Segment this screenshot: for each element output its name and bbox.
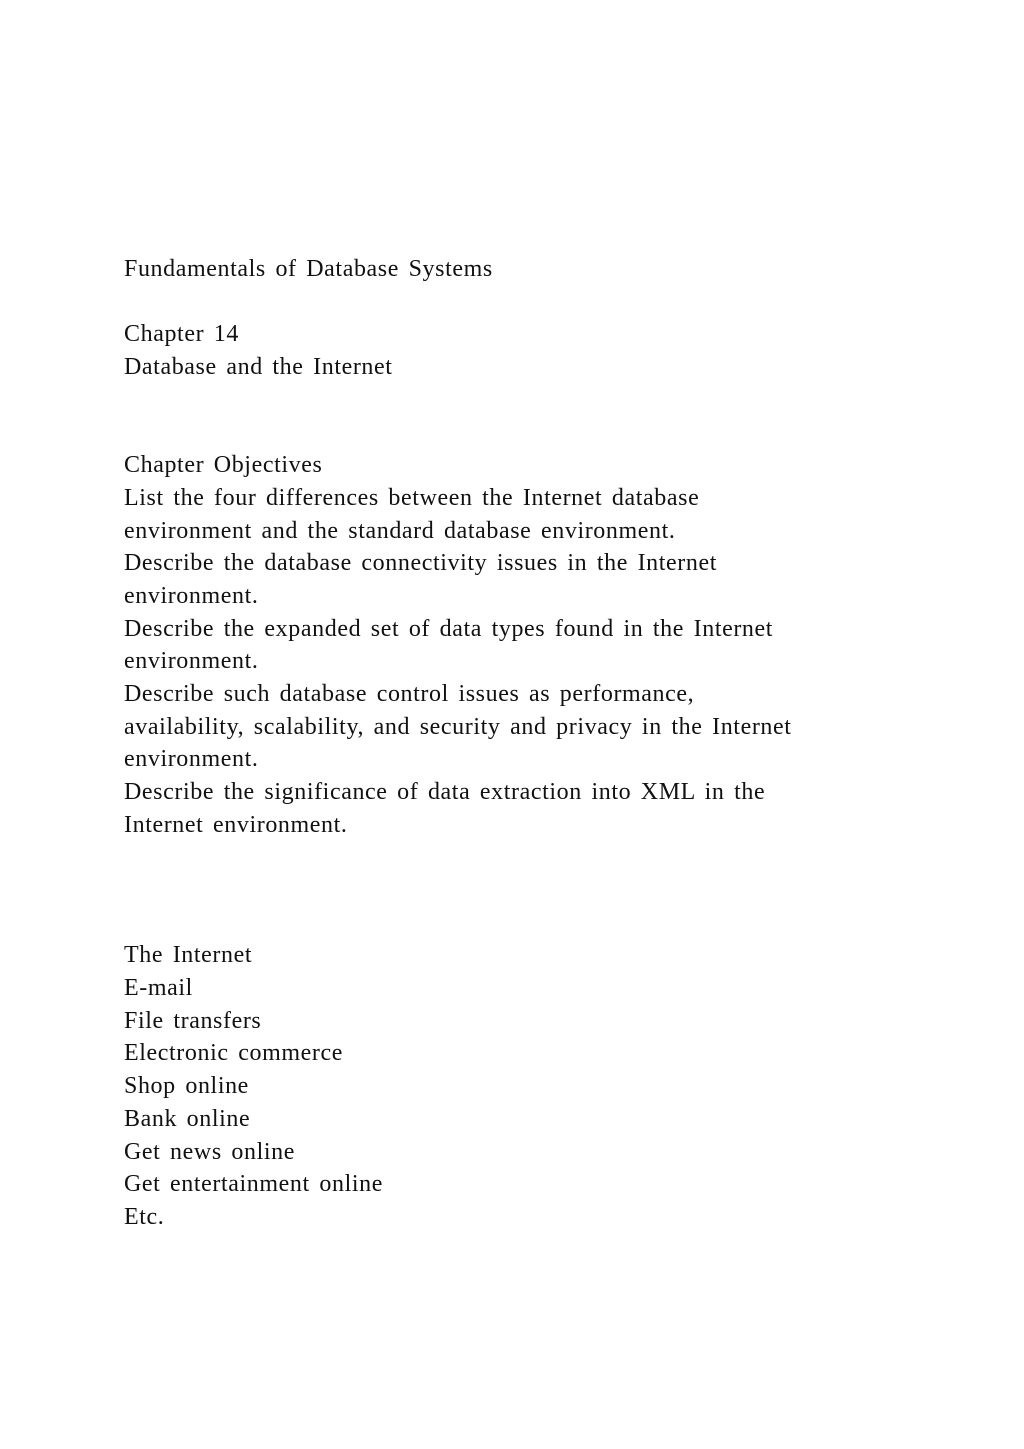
objective-line: Internet environment. [124,811,348,838]
document-title: Fundamentals of Database Systems [124,256,493,282]
list-item: Etc. [124,1203,165,1230]
list-item: Get news online [124,1138,295,1165]
objective-line: List the four differences between the Internet database [124,484,700,511]
objective-line: Describe the expanded set of data types found in the Internet [124,615,774,642]
objective-line: Describe the significance of data extraction into XML in the [124,779,766,806]
chapter-number: Chapter 14 [124,321,239,348]
objective-line: environment. [124,648,259,675]
objective-line: availability, scalability, and security and privacy in the Internet [124,713,792,740]
spacer [124,841,924,939]
objective-line: environment. [124,582,259,609]
document-page [124,253,924,1234]
spacer [124,384,924,449]
objective-line: Describe the database connectivity issues in the Internet [124,550,718,577]
list-item: Shop online [124,1073,249,1100]
objectives-heading: Chapter Objectives [124,452,323,479]
internet-heading: The Internet [124,942,253,969]
list-item: Get entertainment online [124,1171,383,1198]
objective-line: Describe such database control issues as performance, [124,680,695,707]
spacer [124,286,924,319]
objective-line: environment. [124,746,259,773]
list-item: E-mail [124,975,193,1002]
chapter-name: Database and the Internet [124,354,393,381]
list-item: Electronic commerce [124,1040,343,1067]
objective-line: environment and the standard database environment. [124,517,676,544]
list-item: File transfers [124,1007,262,1034]
list-item: Bank online [124,1105,251,1132]
